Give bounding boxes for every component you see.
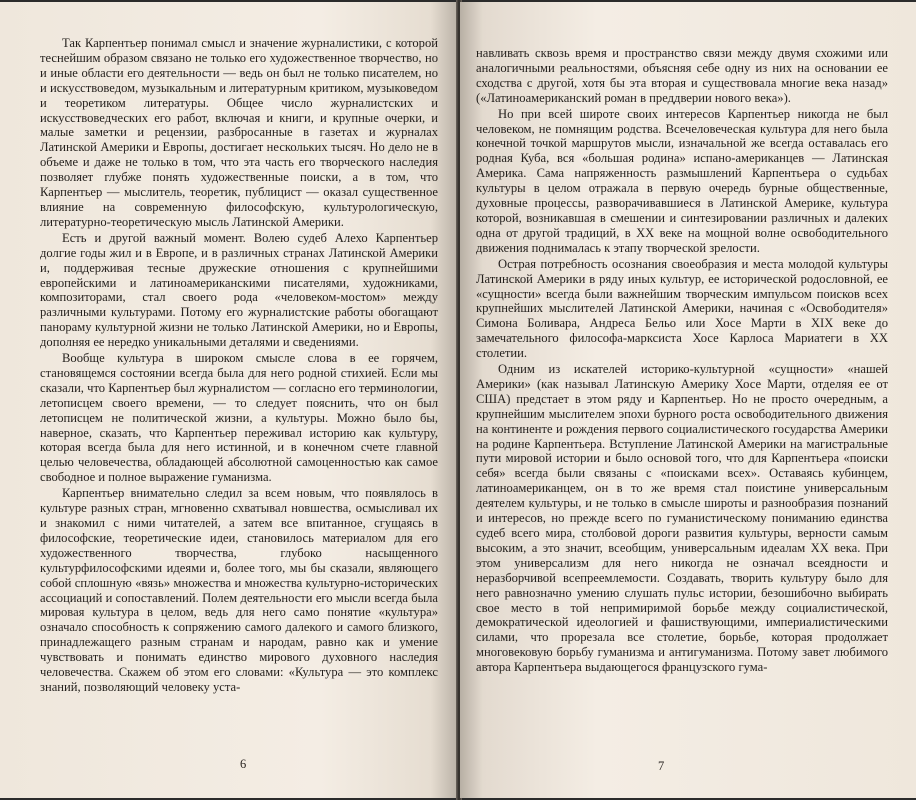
paragraph: Вообще культура в широком смысле слова в ее горячем, становящемся состоянии всегда была для него родной стихией. Если мы сказали, что Карпентьер был журналистом — согласно его терминологии, летописцем своего времени, — то следует пояснить, что он был летописцем не политической жизни, а культуры. Можно было бы, наверное, сказать, что Карпентьер переживал историю как культуру, которая всегда была для него истинной, и в конечном счете главной целью человечества, обладающей абсолютной самоценностью как самое свободное и полное выражение гуманизма. <box>40 351 438 485</box>
left-page <box>0 2 458 798</box>
left-page-text <box>40 36 438 695</box>
page-number: 7 <box>658 759 665 773</box>
paragraph: Так Карпентьер понимал смысл и значение журналистики, с которой теснейшим образом связано не только его художественное творчество, но и иные области его деятельности — ведь он был не только писателем, но и искусствоведом, музыкальным и литературным критиком, музыковедом и теоретиком литературы. Общее число журналистских и искусствоведческих его работ, включая и книги, и крупные очерки, и малые заметки и рецензии, разбросанные в газетах и журналах Латинской Америки и Европы, достигает нескольких тысяч. Но дело не в объеме и даже не только в том, что эта часть его творческого наследия позволяет глубже понять художественные поиски, а в том, что Карпентьер — мыслитель, теоретик, публицист — оказал существенное влияние на современную философскую, культурологическую, литературно-теоретическую мысль Латинской Америки. <box>40 36 438 229</box>
paragraph: Но при всей широте своих интересов Карпентьер никогда не был человеком, не помнящим родства. Всечеловеческая культура для него была конечной точкой маршрутов мысли, изначальной же всегда оставалась его родная Куба, вся «большая родина» испано-американцев — Латинская Америка. Сама напряженность размышлений Карпентьера о судьбах культуры в целом отражала в первую очередь бурные общественные, духовные процессы, разворачивавшиеся в Латинской Америке, культура которой, возникавшая в смешении и синтезировании различных и далеких одна от другой традиций, в XX веке на мощной волне освободительного движения поднималась к этапу творческой зрелости. <box>476 106 888 255</box>
right-page-text <box>476 46 888 675</box>
right-page <box>460 2 916 798</box>
paragraph: Есть и другой важный момент. Волею судеб Алехо Карпентьер долгие годы жил и в Европе, и в различных странах Латинской Америки и, поддерживая тесные дружеские отношения с крупнейшими европейскими и латиноамериканскими писателями, художниками, композиторами, стал своего рода «человеком-мостом» между различными культурами. Потому его журналистские работы обогащают панораму культурной жизни не только Латинской Америки, но и Европы, дополняя ее нередко уникальными деталями и сведениями. <box>40 230 438 350</box>
page-number: 6 <box>240 757 247 771</box>
paragraph: навливать сквозь время и пространство связи между двумя схожими или аналогичными реальностями, объясняя себе одну из них на основании ее сходства с другой, хотя бы эта вторая и существовала многие века назад» («Латиноамериканский роман в преддверии нового века»). <box>476 46 888 105</box>
paragraph: Одним из искателей историко-культурной «сущности» «нашей Америки» (как называл Латинскую Америку Хосе Марти, отделяя ее от США) предстает в этом ряду и Карпентьер. Но не просто очередным, а крупнейшим мыслителем эпохи бурного роста освободительного движения на континенте и рождения первого социалистического государства Америки на родине Карпентьера. Вступление Латинской Америки на магистральные пути мировой истории и было основой того, что для Карпентьера «поиски себя» всегда были связаны с «поисками всех». Оставаясь кубинцем, латиноамериканцем, он в то же время стал поистине универсальным деятелем культуры, и не только в смысле широты и разнообразия познаний и интересов, но прежде всего по гуманистическому пониманию единства судеб всего мира, столбовой дороги развития культуры, верности самым высоким, а это значит, всеобщим, универсальным идеалам XX века. При этом универсализм для него никогда не означал всеядности и неразборчивой всепреемлемости. Создавать, творить культуру было для него равнозначно умению слушать пульс истории, безошибочно выбирать свое место в той непримиримой борьбе между социалистической, демократической идеологией и фашиствующими, империалистическими силами, что прорезала все столетие, борьбе, которая продолжает многовековую борьбу гуманизма и антигуманизма. Потому завет любимого автора Карпентьера выдающегося французского гума- <box>476 362 888 675</box>
paragraph: Острая потребность осознания своеобразия и места молодой культуры Латинской Америки в ряду иных культур, ее исторической родословной, ее «сущности» всегда были важнейшим творческим импульсом поисков всех крупнейших мыслителей Латинской Америки, начиная с «Освободителя» Симона Боливара, Андреса Бельо или Хосе Марти в XIX веке до замечательного философа-марксиста Хосе Карлоса Мариатеги в XX столетии. <box>476 256 888 361</box>
paragraph: Карпентьер внимательно следил за всем новым, что появлялось в культуре разных стран, мгновенно схватывал новшества, осмысливал их и знакомил с ними читателей, а затем все впитанное, сгущаясь в философские, теоретические идеи, становилось материалом для его художественного творчества, глубоко насыщенного культурфилософскими идеями и, более того, мы бы сказали, являющего собой сплошную «вязь» множества и множества культурно-исторических ассоциаций и сопоставлений. Полем деятельности его мысли всегда была мировая культура в целом, ведь для него само понятие «культура» означало способность к сопряжению самого далекого и самого близкого, принадлежащего разным странам и народам, равно как и умение чувствовать и понимать единство мирового духовного наследия человечества. Скажем об этом его словами: «Культура — это комплекс знаний, позволяющий человеку уста- <box>40 486 438 694</box>
